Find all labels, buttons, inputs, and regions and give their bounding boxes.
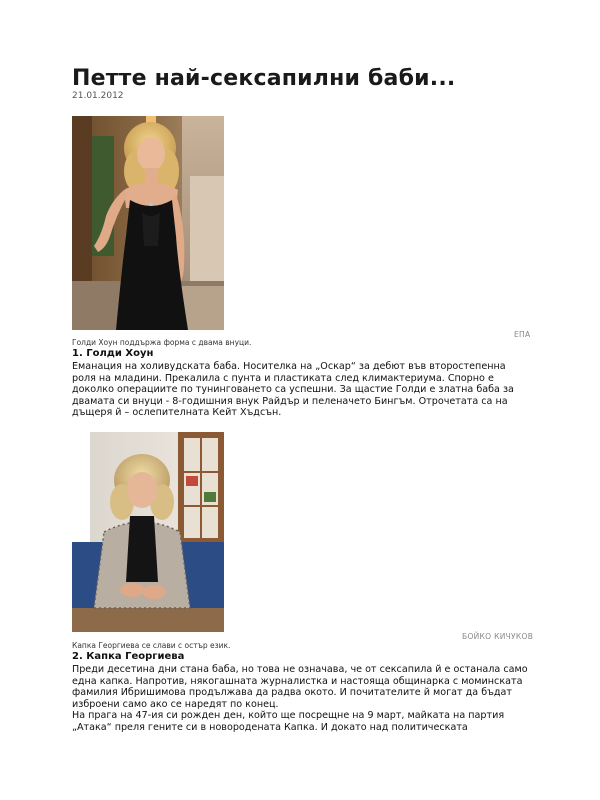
section-paragraph: На прага на 47-ия си рожден ден, който ще посрещне на 9 март, майката на партия „Атака“ преля гените си в новородената Капка. И докато над политическата: [72, 710, 505, 733]
photo-caption: Голди Хоун поддържа форма с двама внуци.: [72, 338, 252, 347]
photo-goldie-hawn: [72, 116, 224, 330]
photo-goldie-hawn-image: [72, 116, 224, 330]
photo-credit: ЕПА: [514, 330, 531, 339]
section-paragraph: Преди десетина дни стана баба, но това не означава, че от сексапила й е останала само една капка. Напротив, някогашната журналистка и настояща общинарка с моминската фамилия Ибришимова продължава да радва окото. И почитателите й могат да бъдат изброени само ако се наредят по конец.: [72, 664, 528, 710]
section-paragraph: Еманация на холивудската баба. Носителка на „Оскар“ за дебют във второстепенна роля на младини. Прекалила с пунта и пластиката след климактериума. Спорно е доколко операциите по тунинговането са успешни. За щастие Голди е златна баба за двамата си внуци - 8-годишния внук Райдър и пеленачето Бингъм. Отрочетата са на дъщеря й – ослепителната Кейт Хъдсън.: [72, 361, 514, 419]
photo-credit: БОЙКО КИЧУКОВ: [462, 632, 534, 641]
photo-kapka-georgieva: [72, 432, 224, 632]
article-title: Петте най-сексапилни баби...: [72, 66, 456, 91]
photo-caption: Капка Георгиева се слави с остър език.: [72, 641, 231, 650]
article-date: 21.01.2012: [72, 91, 124, 101]
section-heading: 2. Капка Георгиева: [72, 651, 185, 662]
section-heading: 1. Голди Хоун: [72, 348, 154, 359]
photo-kapka-georgieva-image: [72, 432, 224, 632]
